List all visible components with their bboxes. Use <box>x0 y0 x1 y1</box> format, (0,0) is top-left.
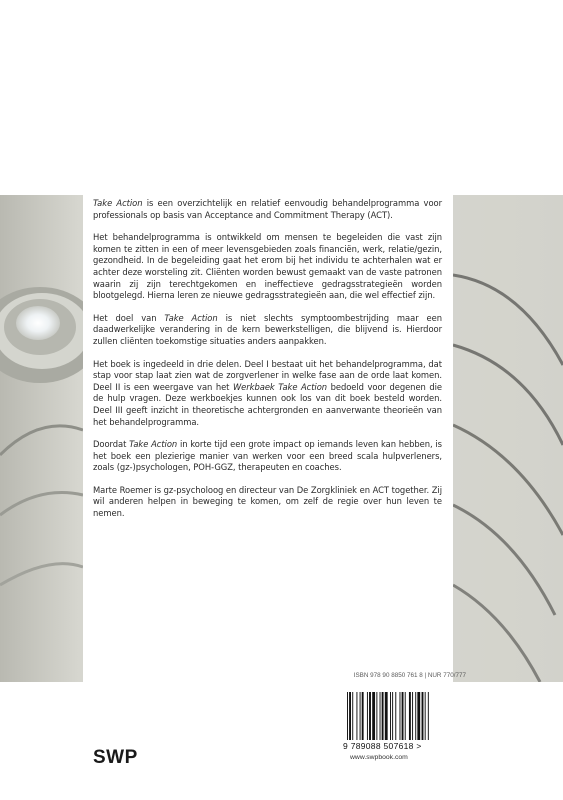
publisher-logo: SWP <box>93 747 138 768</box>
blurb-text: Doordat <box>93 439 130 450</box>
blurb-text: Het doel van <box>93 312 165 323</box>
book-title: Take Action <box>129 439 178 450</box>
blurb-text: is een overzichtelijk en relatief eenvoudig behandelprogramma voor professionals op basis van Acceptance and Commitment Therapy (ACT). <box>93 198 442 220</box>
barcode-bar <box>362 692 364 740</box>
barcode-bar <box>415 692 416 740</box>
blurb-paragraph-5 <box>93 439 442 474</box>
barcode-bar <box>376 692 377 740</box>
barcode-bar <box>400 692 401 740</box>
barcode-bar <box>349 692 351 740</box>
barcode-bar <box>402 692 404 740</box>
barcode-bar <box>412 692 413 740</box>
barcode-bar <box>382 692 384 740</box>
barcode-bar <box>356 692 357 740</box>
isbn-nur-line: ISBN 978 90 8850 761 8 | NUR 770/777 <box>353 672 466 679</box>
blurb-text: Marte Roemer is gz-psycholoog en directeur van De Zorgkliniek en ACT together. Zij wil anderen helpen in beweging te komen, om zelf de regie over hun leven te nemen. <box>93 484 442 519</box>
barcode-bar <box>352 692 353 740</box>
back-cover-blurb <box>93 198 442 531</box>
barcode-bar <box>380 692 381 740</box>
blurb-text: bedoeld voor degenen die de hulp vragen. Deze werkboekjes kunnen ook los van dit boek besteld worden. Deel III geeft inzicht in theoretische achtergronden en aanverwante theorieën van het behandelprogramma. <box>93 381 442 427</box>
barcode-bar <box>409 692 411 740</box>
blurb-paragraph-4 <box>93 359 442 429</box>
workbook-title: Werkbaek Take Action <box>232 381 328 392</box>
blurb-paragraph-2 <box>93 232 442 302</box>
barcode-bar <box>367 692 368 740</box>
barcode-bar <box>360 692 361 740</box>
bottom-bar <box>0 682 563 800</box>
blurb-text: Het behandelprogramma is ontwikkeld om mensen te begeleiden die vast zijn komen te zitten in een of meer levensgebieden zoals financiën, werk, relatie/gezin, gezondheid. In de begeleiding gaat het erom bij het individu te achterhalen wat er achter deze worsteling zit. Cliënten worden bewust gemaakt van de vaste patronen waarin zij zijn terechtgekomen en ineffectieve gedragsstrategieën worden blootgelegd. Hierna leren ze nieuwe gedragsstrategieën aan, die wel effectief zijn. <box>93 232 442 301</box>
barcode-bar <box>390 692 391 740</box>
barcode-bar <box>395 692 396 740</box>
barcode-bar <box>422 692 424 740</box>
blurb-paragraph-1 <box>93 198 442 221</box>
book-title: Take Action <box>93 198 143 208</box>
barcode-bar <box>392 692 393 740</box>
barcode-bar <box>428 692 429 740</box>
blurb-text: Het boek is ingedeeld in drie delen. Deel I bestaat uit het behandelprogramma, dat stap voor stap laat zien wat de zorgverlener in welke fase aan de orde laat komen. Deel II is een weergave van het <box>93 358 442 392</box>
blurb-text: is niet slechts symptoombestrijding maar een daadwerkelijke verandering in de kern bewerkstelligen, die blijvend is. Hierdoor zullen cliënten toekomstige situaties anders aanpakken. <box>93 312 442 346</box>
barcode-bar <box>385 692 388 740</box>
barcode-digits: 9 789088 507618 > <box>343 741 422 751</box>
blurb-text: in korte tijd een grote impact op iemands leven kan hebben, is het boek een plezierige manier van werken voor een breed scala hulpverleners, zoals (gz-)psychologen, POH-GGZ, therapeuten en coaches. <box>93 439 442 473</box>
barcode-bar <box>425 692 426 740</box>
barcode-bar <box>369 692 371 740</box>
barcode-bar <box>347 692 348 740</box>
barcode-bar <box>417 692 420 740</box>
book-title: Take Action <box>164 312 218 323</box>
barcode-bar <box>372 692 375 740</box>
publisher-website: www.swpbook.com <box>350 754 408 761</box>
author-bio <box>93 485 442 520</box>
barcode-bar <box>405 692 406 740</box>
blurb-paragraph-3 <box>93 313 442 348</box>
